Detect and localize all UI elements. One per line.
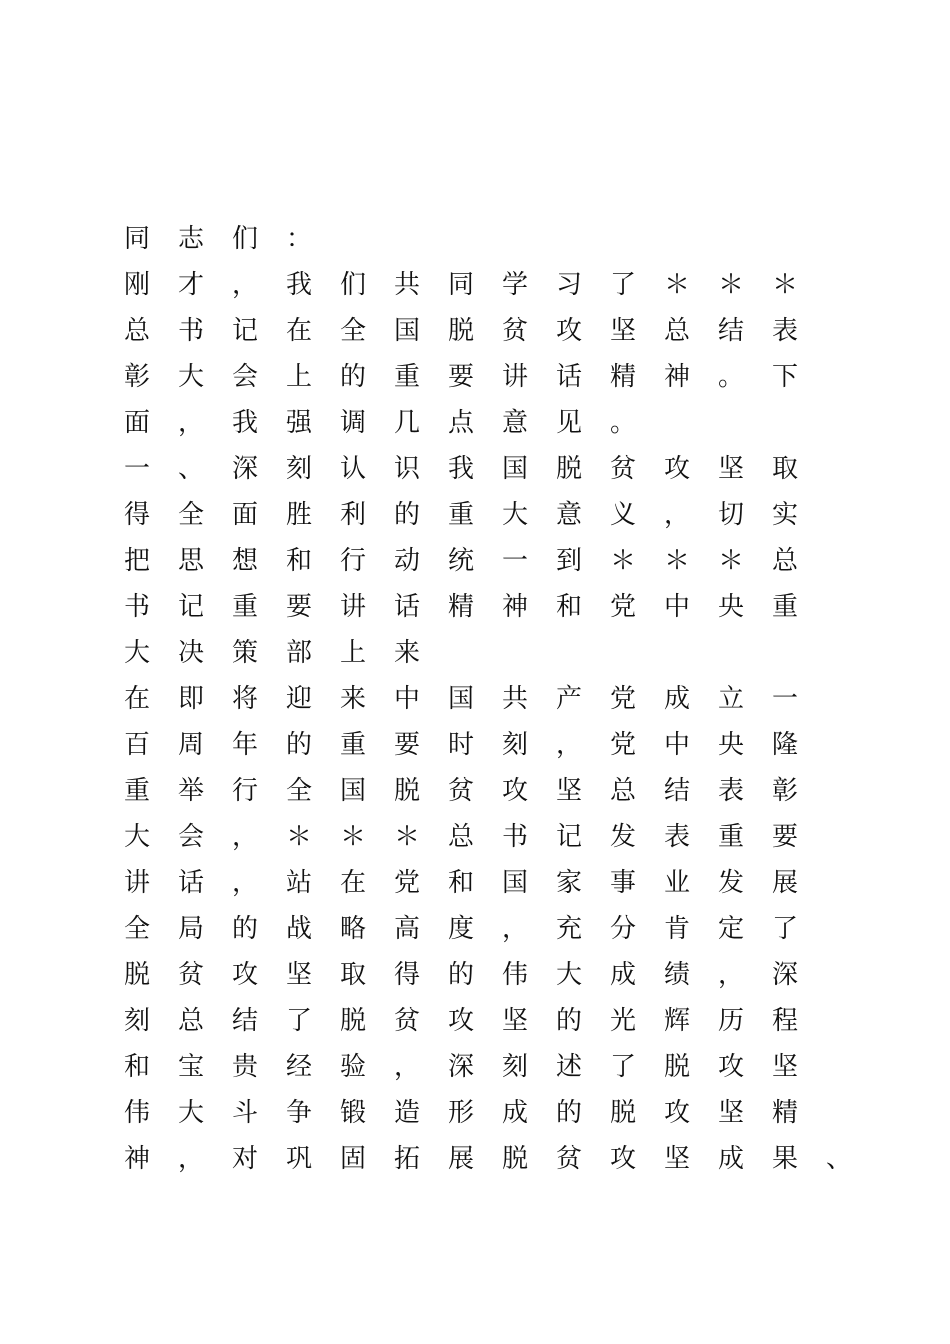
document-body [124, 216, 880, 1182]
text-line: 神，对巩固拓展脱贫攻坚成果、 [124, 1144, 881, 1174]
salutation: 同志们： [124, 224, 341, 254]
text-line: 在即将迎来中国共产党成立一 [124, 684, 827, 714]
text-line: 大决策部上来 [124, 638, 449, 668]
text-line: 彰大会上的重要讲话精神。下 [124, 362, 827, 392]
text-line: 脱贫攻坚取得的伟大成绩，深 [124, 960, 827, 990]
text-line: 面，我强调几点意见。 [124, 408, 665, 438]
text-line: 得全面胜利的重大意义，切实 [124, 500, 827, 530]
text-line: 讲话，站在党和国家事业发展 [124, 868, 827, 898]
text-line: 百周年的重要时刻，党中央隆 [124, 730, 827, 760]
text-line: 把思想和行动统一到＊＊＊总 [124, 546, 827, 576]
text-line: 全局的战略高度，充分肯定了 [124, 914, 827, 944]
text-line: 刚才，我们共同学习了＊＊＊ [124, 270, 827, 300]
section-heading: 一、深刻认识我国脱贫攻坚取 [124, 454, 827, 484]
text-line: 重举行全国脱贫攻坚总结表彰 [124, 776, 827, 806]
text-line: 和宝贵经验，深刻述了脱攻坚 [124, 1052, 827, 1082]
text-line: 刻总结了脱贫攻坚的光辉历程 [124, 1006, 827, 1036]
text-line: 大会，＊＊＊总书记发表重要 [124, 822, 827, 852]
text-line: 书记重要讲话精神和党中央重 [124, 592, 827, 622]
text-line: 伟大斗争锻造形成的脱攻坚精 [124, 1098, 827, 1128]
text-line: 总书记在全国脱贫攻坚总结表 [124, 316, 827, 346]
